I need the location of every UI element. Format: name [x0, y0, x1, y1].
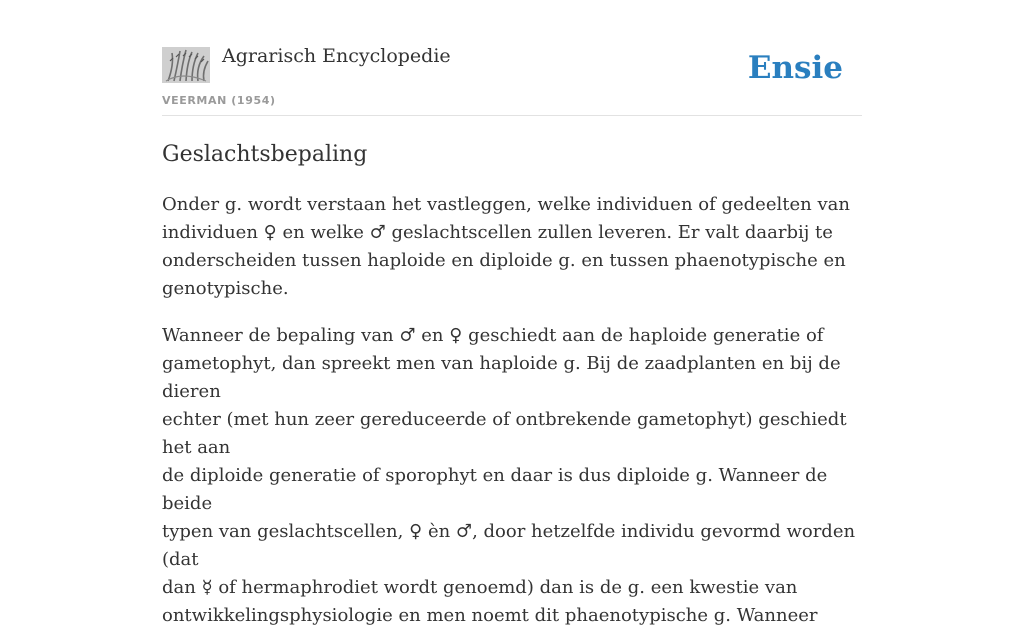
content-container: [162, 0, 862, 630]
article-paragraph-2: Wanneer de bepaling van ♂ en ♀ geschiedt aan de haploide generatie of gametophyt, dan spreekt men van haploide g. Bij de zaadplanten en bij de dieren echter (met hun zeer gereduceerde of ontbrekende gametophyt) geschiedt het aan de diploide generatie of sporophyt en daar is dus diploide g. Wanneer de beide typen van geslachtscellen, ♀ èn ♂, door hetzelfde individu gevormd worden (dat dan ☿ of hermaphrodiet wordt genoemd) dan is de g. een kwestie van ontwikkelingsphysiologie en men noemt dit phaenotypische g. Wanneer: [162, 325, 856, 626]
wheat-sheaf-logo-icon[interactable]: [162, 47, 210, 83]
source-header: [162, 0, 862, 116]
source-title[interactable]: Agrarisch Encyclopedie: [222, 45, 451, 67]
source-author-year: VEERMAN (1954): [162, 94, 276, 107]
article-paragraph-1: Onder g. wordt verstaan het vastleggen, welke individuen of gedeelten van individuen ♀ en welke ♂ geslachtscellen zullen leveren. Er valt daarbij te onderscheiden tussen haploide en diploide g. en tussen phaenotypische en genotypische.: [162, 194, 850, 299]
article-title: Geslachtsbepaling: [162, 142, 368, 167]
ensie-brand-logo[interactable]: Ensie: [747, 50, 843, 86]
